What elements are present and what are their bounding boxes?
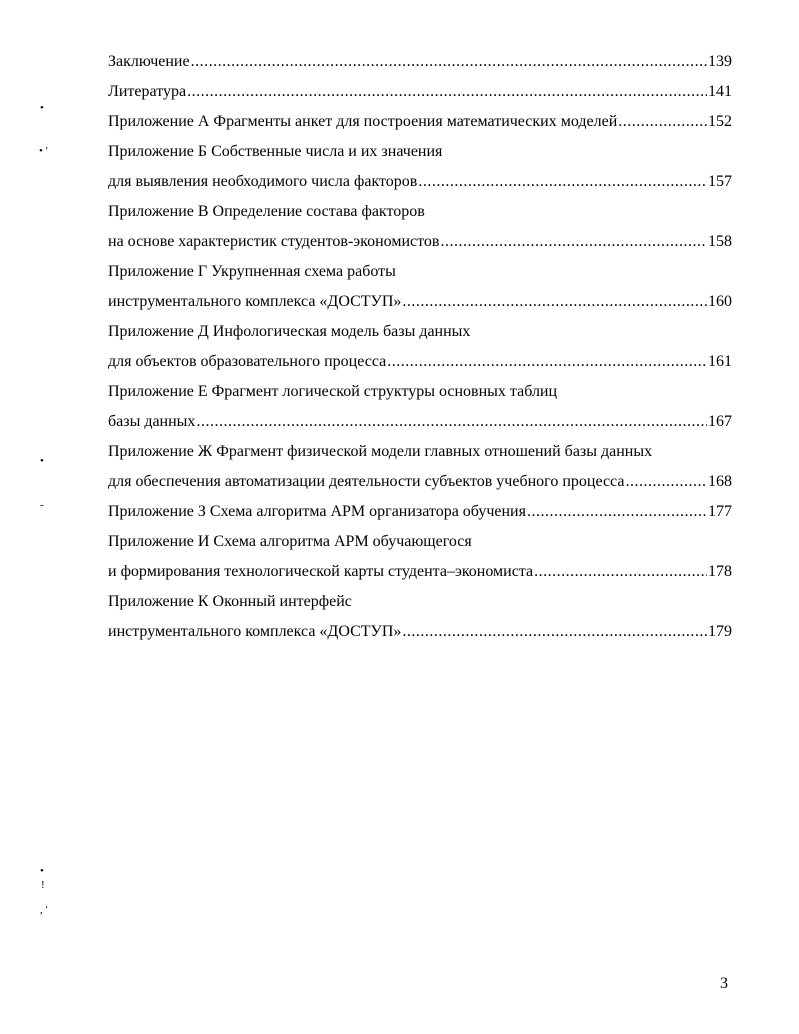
toc-entry-text: для выявления необходимого числа факторов	[108, 173, 418, 190]
toc-dot-leader	[534, 557, 707, 587]
toc-line	[108, 227, 732, 257]
toc-entry-text: для объектов образовательного процесса	[108, 353, 387, 370]
scan-speck: -	[40, 499, 44, 511]
toc-entry-text: Приложение А Фрагменты анкет для построения математических моделей	[108, 113, 618, 130]
toc-dot-leader	[440, 227, 707, 257]
toc-entry-page: 152	[708, 113, 732, 130]
toc-entry-text: Приложение К Оконный интерфейс	[108, 593, 352, 610]
toc-entry-text: инструментального комплекса «ДОСТУП»	[108, 623, 402, 640]
toc-entry-text: Литература	[108, 83, 187, 100]
toc-line	[108, 317, 732, 347]
toc-entry-page: 139	[708, 53, 732, 70]
toc-line	[108, 437, 732, 467]
toc-entry-text: Приложение Ж Фрагмент физической модели главных отношений базы данных	[108, 443, 653, 460]
toc-dot-leader	[402, 287, 707, 317]
toc-entry-text: для обеспечения автоматизации деятельности субъектов учебного процесса	[108, 473, 625, 490]
toc-entry-text: Приложение И Схема алгоритма АРМ обучающегося	[108, 533, 472, 550]
toc-entry-page: 141	[708, 83, 732, 100]
toc-line	[108, 167, 732, 197]
toc-entry-text: Приложение Е Фрагмент логической структуры основных таблиц	[108, 383, 558, 400]
toc-dot-leader	[387, 347, 707, 377]
scan-speck: • ′	[39, 145, 49, 157]
toc-line	[108, 107, 732, 137]
toc-line	[108, 197, 732, 227]
toc-entry-page: 178	[708, 563, 732, 580]
toc-line	[108, 377, 732, 407]
toc-entry-page: 158	[708, 233, 732, 250]
toc-entry-text: инструментального комплекса «ДОСТУП»	[108, 293, 402, 310]
toc-entry-text: Заключение	[108, 53, 190, 70]
toc-entry-page: 179	[708, 623, 732, 640]
toc-dot-leader	[618, 107, 707, 137]
toc-line	[108, 557, 732, 587]
toc-line	[108, 347, 732, 377]
toc-entry-page: 161	[708, 353, 732, 370]
toc-entry-page: 160	[708, 293, 732, 310]
toc-line	[108, 257, 732, 287]
toc-entry-text: на основе характеристик студентов-экономистов	[108, 233, 440, 250]
toc-line	[108, 497, 732, 527]
toc-dot-leader	[187, 77, 707, 107]
toc-entry-text: Приложение З Схема алгоритма АРМ организатора обучения	[108, 503, 526, 520]
toc-dot-leader	[625, 467, 707, 497]
toc-entry-text: базы данных	[108, 413, 196, 430]
toc-entry-text: Приложение В Определение состава факторов	[108, 203, 425, 220]
toc-entry-text: Приложение Г Укрупненная схема работы	[108, 263, 396, 280]
scan-speck: •	[40, 102, 44, 114]
toc-line	[108, 587, 732, 617]
scan-speck: , ′	[40, 904, 48, 916]
table-of-contents	[108, 47, 732, 647]
toc-dot-leader	[196, 407, 707, 437]
scan-speck: •	[40, 455, 44, 467]
toc-line	[108, 137, 732, 167]
page-number: 3	[720, 975, 728, 992]
toc-entry-text: Приложение Б Собственные числа и их значения	[108, 143, 443, 160]
toc-dot-leader	[191, 47, 707, 77]
toc-line	[108, 467, 732, 497]
toc-entry-page: 168	[708, 473, 732, 490]
toc-entry-page: 157	[708, 173, 732, 190]
toc-line	[108, 77, 732, 107]
toc-line	[108, 47, 732, 77]
toc-dot-leader	[527, 497, 707, 527]
toc-line	[108, 617, 732, 647]
toc-entry-text: Приложение Д Инфологическая модель базы данных	[108, 323, 471, 340]
toc-dot-leader	[418, 167, 707, 197]
scan-speck: !	[41, 879, 45, 891]
toc-entry-text: и формирования технологической карты студента–экономиста	[108, 563, 534, 580]
toc-line	[108, 407, 732, 437]
toc-entry-page: 167	[708, 413, 732, 430]
scan-speck: •	[40, 865, 44, 877]
toc-entry-page: 177	[708, 503, 732, 520]
toc-dot-leader	[402, 617, 707, 647]
toc-line	[108, 527, 732, 557]
toc-line	[108, 287, 732, 317]
